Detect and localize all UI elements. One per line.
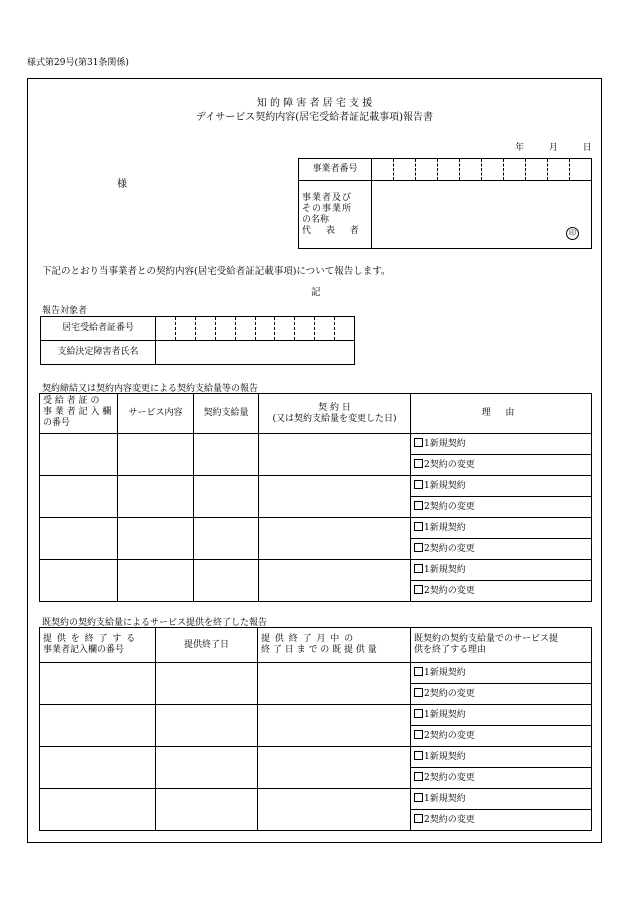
option-label: 1新規契約 [424,710,466,720]
provider-name-field[interactable] [372,181,592,249]
option-label: 2契約の変更 [424,502,475,512]
s1-option-new[interactable] [411,434,592,455]
option-label: 1新規契約 [424,481,466,491]
s2-col3-line-2: 終 了 日 ま で の 既 提 供 量 [261,645,377,655]
option-label: 1新規契約 [424,794,466,804]
termination-table [39,627,592,831]
s1-cell[interactable] [194,476,259,518]
cert-number-label: 居宅受給者証番号 [41,317,156,341]
recipient-name-label: 支給決定障害者氏名 [41,341,156,365]
option-label: 2契約の変更 [424,689,475,699]
s2-option-change[interactable] [411,684,592,705]
s2-option-change[interactable] [411,768,592,789]
s1-option-change[interactable] [411,455,592,476]
s1-cell[interactable] [40,476,118,518]
provider-table [298,158,592,249]
s2-col3-line-1: 提 供 終 了 月 中 の [261,634,355,644]
checkbox-icon[interactable] [414,772,423,781]
checkbox-icon[interactable] [414,709,423,718]
checkbox-icon[interactable] [414,543,423,552]
date-day: 日 [582,143,592,153]
s1-option-change[interactable] [411,581,592,602]
checkbox-icon[interactable] [414,585,423,594]
s1-col1-line-3: の番号 [43,418,71,428]
provider-name-line-1: 事業者及び [302,192,353,203]
recipient-name-field[interactable] [156,341,355,365]
s2-col4-line-1: 既契約の契約支給量でのサービス提 [414,634,559,644]
s2-option-change[interactable] [411,810,592,831]
provider-name-line-3: の名称 [302,214,330,225]
checkbox-icon[interactable] [414,459,423,468]
s1-cell[interactable] [40,518,118,560]
form-number: 様式第29号(第31条関係) [27,58,129,68]
s1-cell[interactable] [259,476,411,518]
s2-cell[interactable] [156,747,258,789]
provider-name-line-2: その事業所 [302,203,353,214]
s2-cell[interactable] [258,705,411,747]
s1-cell[interactable] [194,560,259,602]
s1-cell[interactable] [259,518,411,560]
option-label: 2契約の変更 [424,544,475,554]
s1-col2-header: サービス内容 [118,394,194,434]
option-label: 1新規契約 [424,439,466,449]
section2-heading: 既契約の契約支給量によるサービス提供を終了した報告 [42,618,268,628]
s2-cell[interactable] [40,663,156,705]
option-label: 2契約の変更 [424,773,475,783]
s1-option-new[interactable] [411,476,592,497]
s1-cell[interactable] [40,434,118,476]
checkbox-icon[interactable] [414,793,423,802]
cert-number-field[interactable] [156,317,355,341]
checkbox-icon[interactable] [414,730,423,739]
s1-option-new[interactable] [411,560,592,581]
s2-col1-line-1: 提 供 を 終 了 す る [43,634,137,644]
checkbox-icon[interactable] [414,501,423,510]
s1-cell[interactable] [118,434,194,476]
s1-col4-line-2: (又は契約支給量を変更した日) [272,413,397,424]
date-year: 年 [515,143,525,153]
s2-col1-header [40,628,156,663]
title-line-1: 知 的 障 害 者 居 宅 支 援 [256,98,373,109]
option-label: 1新規契約 [424,668,466,678]
option-label: 1新規契約 [424,523,466,533]
ki-mark: 記 [311,287,321,298]
option-label: 2契約の変更 [424,815,475,825]
section1-heading: 契約締結又は契約内容変更による契約支給量等の報告 [42,384,259,394]
contract-table [39,393,592,602]
s1-cell[interactable] [118,476,194,518]
checkbox-icon[interactable] [414,751,423,760]
s1-col1-line-1: 受 給 者 証 の [43,396,100,406]
intro-text: 下記のとおり当事業者との契約内容(居宅受給者証記載事項)について報告します。 [42,266,391,277]
s1-cell[interactable] [118,560,194,602]
s1-cell[interactable] [194,518,259,560]
s1-option-change[interactable] [411,539,592,560]
s1-option-change[interactable] [411,497,592,518]
s1-col3-header: 契約支給量 [194,394,259,434]
s1-col4-line-1: 契 約 日 [318,402,351,413]
s2-cell[interactable] [40,789,156,831]
s1-col5-header: 理 由 [411,394,592,434]
s2-option-change[interactable] [411,726,592,747]
checkbox-icon[interactable] [414,814,423,823]
s2-cell[interactable] [156,663,258,705]
provider-number-field[interactable] [372,159,592,181]
option-label: 2契約の変更 [424,460,475,470]
subject-heading: 報告対象者 [42,306,88,316]
date-line [515,140,592,153]
provider-name-line-4: 代 表 者 [302,225,365,236]
checkbox-icon[interactable] [414,480,423,489]
option-label: 2契約の変更 [424,731,475,741]
s2-cell[interactable] [156,705,258,747]
checkbox-icon[interactable] [414,688,423,697]
s2-col2-header: 提供終了日 [156,628,258,663]
s2-cell[interactable] [156,789,258,831]
checkbox-icon[interactable] [414,667,423,676]
s2-option-new[interactable] [411,663,592,684]
s1-cell[interactable] [40,560,118,602]
s2-option-new[interactable] [411,747,592,768]
s2-cell[interactable] [40,705,156,747]
s2-col4-line-2: 供を終了する理由 [414,645,487,655]
option-label: 1新規契約 [424,752,466,762]
s1-cell[interactable] [118,518,194,560]
checkbox-icon[interactable] [414,564,423,573]
addressee-suffix: 様 [117,179,127,190]
s1-col4-header [259,394,411,434]
s2-option-new[interactable] [411,705,592,726]
s1-col1-line-2: 事 業 者 記 入 欄 [43,407,112,417]
checkbox-icon[interactable] [414,522,423,531]
s1-option-new[interactable] [411,518,592,539]
s1-cell[interactable] [259,434,411,476]
title-line-2: デイサービス契約内容(居宅受給者証記載事項)報告書 [195,112,434,123]
s1-cell[interactable] [194,434,259,476]
option-label: 1新規契約 [424,565,466,575]
s1-col1-header [40,394,118,434]
checkbox-icon[interactable] [414,438,423,447]
s2-option-new[interactable] [411,789,592,810]
s2-col3-header [258,628,411,663]
s1-cell[interactable] [259,560,411,602]
seal-mark: 印 [566,227,579,240]
s2-cell[interactable] [258,789,411,831]
provider-number-label: 事業者番号 [299,159,372,181]
s2-cell[interactable] [258,663,411,705]
subject-table [40,316,355,365]
s2-cell[interactable] [40,747,156,789]
s2-col1-line-2: 事業者記入欄の番号 [43,645,125,655]
s2-col4-header [411,628,592,663]
provider-name-label [299,181,372,249]
date-month: 月 [548,143,558,153]
s2-cell[interactable] [258,747,411,789]
option-label: 2契約の変更 [424,586,475,596]
